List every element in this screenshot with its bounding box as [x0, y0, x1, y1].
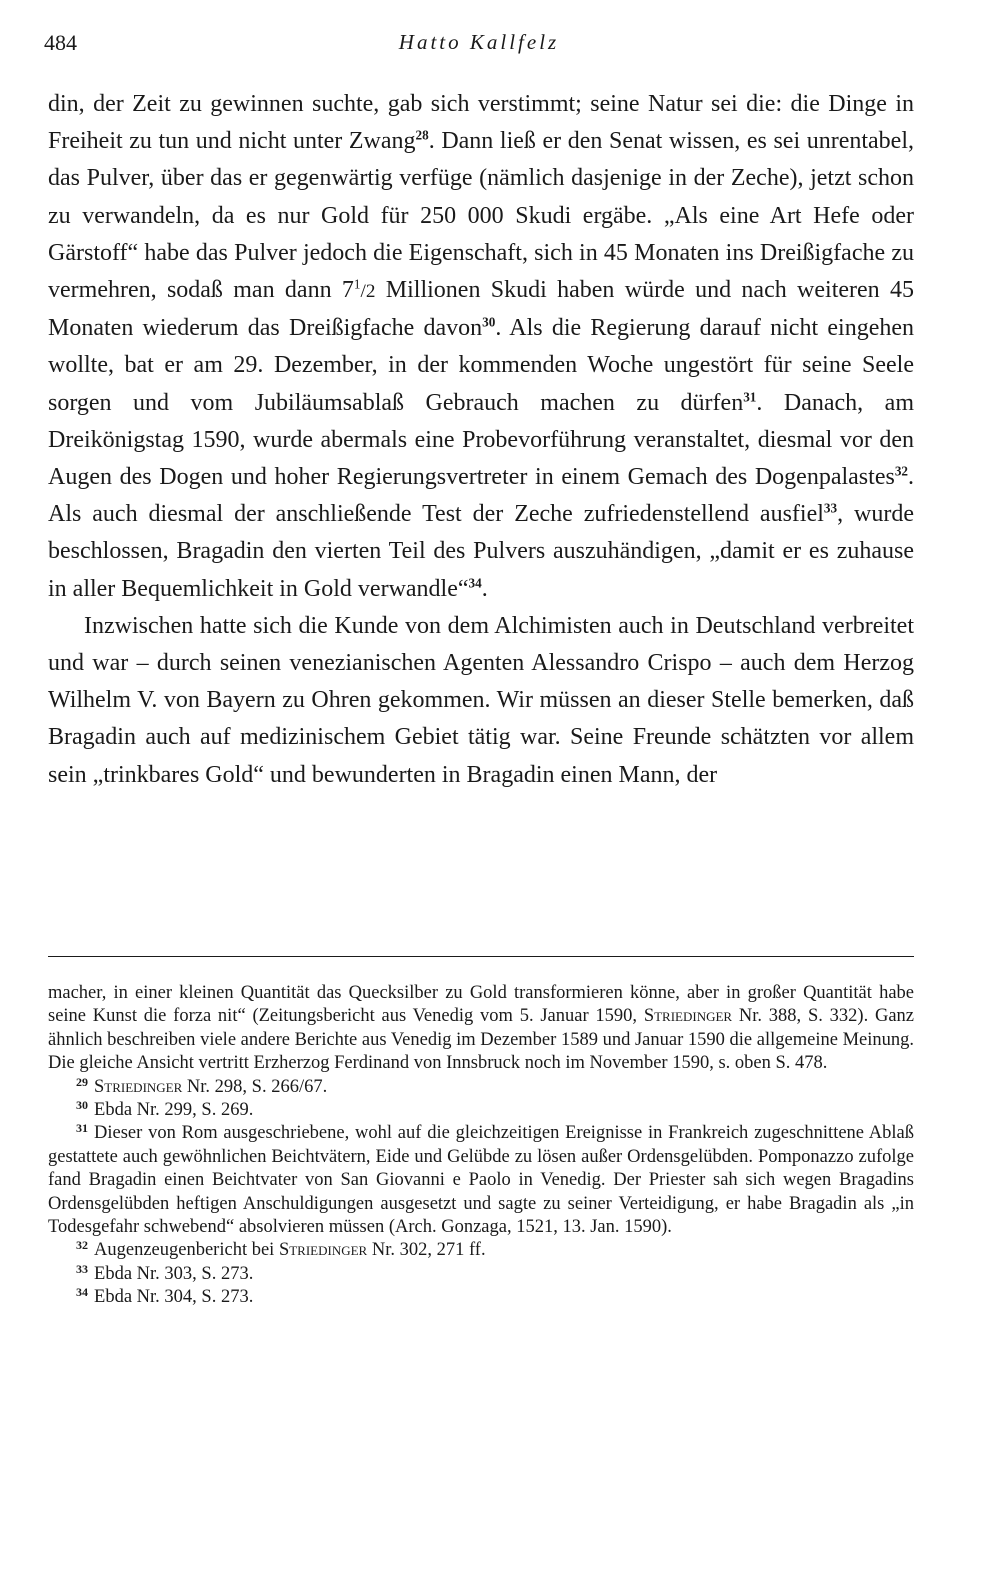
main-text	[48, 86, 914, 794]
footnote-ref-31[interactable]: 31	[743, 389, 757, 405]
paragraph-1: din, der Zeit zu gewinnen suchte, gab sich verstimmt; seine Natur sei die: die Dinge in Freiheit zu tun und nicht unter Zwang$^{28}$. Dann ließ er den Senat wissen, es sei unrentabel, das Pulver, über das er gegenwärtig verfüge (nämlich dasjenige in der Zeche), jetzt schon zu verwandeln, da es nur Gold für 250 000 Skudi ergäbe. „Als eine Art Hefe oder Gärstoff“ habe das Pulver jedoch die Eigenschaft, sich in 45 Monaten ins Dreißigfache zu vermehren, sodaß man dann $7^1/2$ Millionen Skudi haben würde und nach weiteren 45 Monaten wiederum das Dreißigfache davon$^{30}$. Als die Regierung darauf nicht eingehen wollte, bat er am 29. Dezember, in der kommenden Woche ungestört für seine Seele sorgen und vom Jubiläumsablaß Gebrauch machen zu dürfen$^{31}$. Danach, am Dreikönigstag 1590, wurde abermals eine Probevorführung veranstaltet, diesmal vor den Augen des Dogen und hoher Regierungsvertreter in einem Gemach des Dogenpalastes$^{32}$. Als auch diesmal der anschließende Test der Zeche zufriedenstellend ausfiel$^{33}$, wurde beschlossen, Bragadin den vierten Teil des Pulvers auszuhändigen, „damit er es zuhause in aller Bequemlichkeit in Gold verwandle“$^{34}$.	[48, 91, 915, 602]
running-title: Hatto Kallfelz	[398, 30, 560, 54]
footnote-ref-32[interactable]: 32	[894, 463, 908, 479]
footnote-ref-30[interactable]: 30	[482, 314, 496, 330]
footnote-ref-33[interactable]: 33	[823, 500, 838, 516]
page-number: 484	[44, 30, 77, 55]
footnote-30: $^{30}$ Ebda Nr. 299, S. 269.	[76, 1098, 254, 1121]
footnote-29: $^{29}$ Striedinger Nr. 298, S. 266/67.	[76, 1074, 328, 1097]
footnote-33: $^{33}$ Ebda Nr. 303, S. 273.	[76, 1261, 254, 1284]
footnote-ref-28[interactable]: 28	[415, 127, 429, 143]
footnotes	[48, 982, 914, 1310]
footnote-34: $^{34}$ Ebda Nr. 304, S. 273.	[76, 1285, 254, 1308]
paragraph-2: Inzwischen hatte sich die Kunde von dem Alchimisten auch in Deutschland verbreitet und war – durch seinen venezianischen Agenten Alessandro Crispo – auch dem Herzog Wilhelm V. von Bayern zu Ohren gekommen. Wir müssen an dieser Stelle bemerken, daß Bragadin auch auf medizinischem Gebiet tätig war. Seine Freunde schätzten vor allem sein „trinkbares Gold“ und bewunderten in Bragadin einen Mann, der	[48, 612, 914, 788]
footnote-32: $^{32}$ Augenzeugenbericht bei Striedinger Nr. 302, 271 ff.	[76, 1238, 486, 1261]
footnote-separator	[48, 956, 914, 957]
footnote-continued: macher, in einer kleinen Quantität das Quecksilber zu Gold transformieren könne, aber in großer Quantität habe seine Kunst die forza nit“ (Zeitungsbericht aus Venedig vom 5. Januar 1590, Striedinger Nr. 388, S. 332). Ganz ähnlich beschreiben viele andere Berichte aus Venedig im Dezember 1589 und Januar 1590 die allgemeine Meinung. Die gleiche Ansicht vertritt Erzherzog Ferdinand von Innsbruck noch im November 1590, s. oben S. 478.	[48, 983, 915, 1074]
fraction-numerator: 1	[353, 276, 361, 292]
fraction-denominator: /2	[360, 281, 376, 303]
footnote-31: $^{31}$ Dieser von Rom ausgeschriebene, wohl auf die gleichzeitigen Ereignisse in Frankreich zugeschnittene Ablaß gestattete auch gewöhnlichen Beichtvätern, Eide und Gelübde zu lösen außer Ordensgelübden. Pomponazzo zufolge fand Bragadin einen Beichtvater von San Giovanni e Paolo in Venedig. Der Priester sah sich wegen Bragadins Ordensgelübden heftigen Anschuldigungen ausgesetzt und sagte zu seiner Verteidigung, er habe Bragadin als „in Todesgefahr schwebend“ absolvieren müssen (Arch. Gonzaga, 1521, 13. Jan. 1590).	[48, 1121, 914, 1238]
footnote-ref-34[interactable]: 34	[468, 575, 482, 591]
page-header	[44, 30, 914, 66]
